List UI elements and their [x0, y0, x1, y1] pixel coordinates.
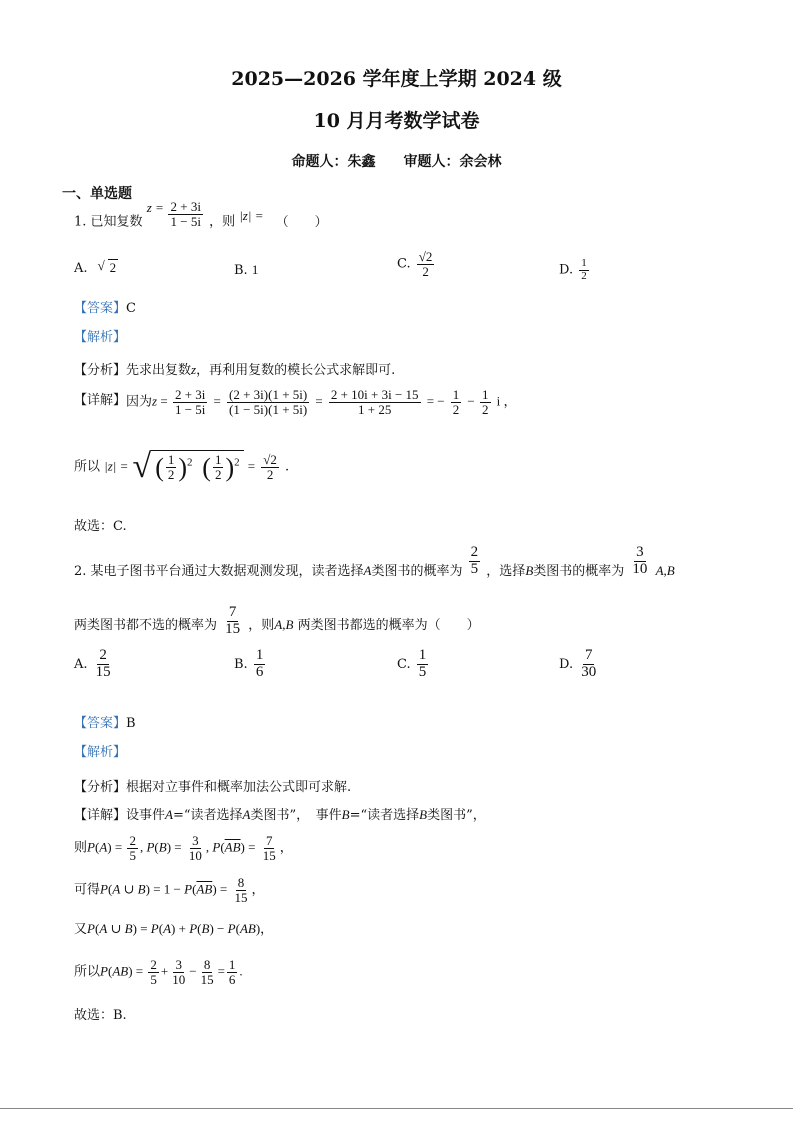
q1-frac-den: 1 − 5i — [170, 213, 201, 229]
frac-num: 2 — [99, 647, 107, 663]
frac-den: 2 — [422, 263, 429, 279]
detail-text: =“读者选择 — [172, 808, 243, 823]
detail-text: 类图书”， 事件 — [250, 808, 342, 823]
option-fraction — [417, 250, 435, 278]
detail-rhs: = − — [426, 393, 445, 409]
q2-text: 类图书的概率为 — [533, 563, 625, 579]
q2-text: ，则 — [248, 617, 275, 633]
q2-frac-pb — [630, 545, 649, 578]
q1-frac-num: 2 + 3i — [170, 199, 201, 214]
frac-num: √2 — [418, 249, 433, 264]
q1-option-d — [559, 258, 591, 282]
analysis-text: 先求出复数 — [126, 363, 192, 378]
analysis-head: 【分析】 — [74, 780, 127, 795]
frac-den: 10 — [632, 560, 648, 577]
frac-num: √2 — [263, 451, 277, 467]
q1-answer — [74, 297, 136, 316]
option-fraction — [417, 648, 429, 681]
q1-stem: 1. 已知复数 — [74, 214, 143, 230]
option-label: C. — [397, 656, 411, 672]
get-text: 可得 — [74, 882, 101, 898]
q2-choose: 故选：B. — [74, 1008, 127, 1023]
so-text: 所以 — [74, 459, 101, 475]
sqrt-icon: √ ( $\frac{1}{2}$ )$^2$ ( $\frac{1}{2}$ )$^2$ — [133, 448, 244, 486]
analysis-head: 【分析】 — [74, 363, 127, 378]
frac-den: 2 — [266, 466, 274, 482]
frac-den: 2 — [581, 269, 587, 282]
frac-num: 1 — [418, 647, 427, 663]
q2-answer — [74, 712, 136, 731]
frac-den: 15 — [95, 663, 111, 680]
frac-den: 1 − 5i — [174, 401, 206, 417]
q2-addition: 又P(A ∪ B) = P(A) + P(B) − P(AB)， — [74, 921, 274, 937]
q2-var-a: A — [363, 562, 372, 578]
frac-num: 1 — [452, 387, 460, 402]
detail-minus: − — [467, 393, 478, 409]
frac-den: 2 — [452, 401, 460, 417]
detail-frac-4 — [451, 388, 462, 416]
q1-choose: 故选：C. — [74, 519, 127, 534]
option-label: D. — [559, 656, 574, 672]
frac-den: (1 − 5i)(1 + 5i) — [229, 401, 308, 417]
page-title: 2025—2026 学年度上学期 2024 级 — [231, 68, 562, 90]
q2-option-d — [559, 648, 600, 681]
q1-var-z: z — [146, 199, 152, 215]
then-text: 则 — [74, 840, 88, 856]
answer-tag: 【答案】 — [74, 301, 127, 316]
question-2-line1: 2. 某电子图书平台通过大数据观测发现，读者选择A类图书的概率为 $\frac{2}{5}$ ，选择B类图书的概率为 $\frac{3}{10}$ A,B — [74, 544, 675, 579]
frac-num: 2 + 3i — [174, 387, 206, 402]
q1-abs: |z| = — [239, 207, 264, 223]
option-fraction — [254, 648, 266, 681]
option-value: 2 — [109, 260, 117, 275]
option-fraction — [579, 258, 589, 282]
so-expr: |z| = — [104, 458, 129, 474]
also-text: 又 — [74, 922, 88, 937]
q2-analysis-tag: 【解析】 — [74, 745, 127, 760]
detail-frac-3 — [329, 388, 421, 416]
q2-option-c — [397, 648, 430, 681]
q2-option-b — [234, 648, 267, 681]
page-subtitle: 10 月月考数学试卷 — [313, 110, 480, 132]
analysis-tail: ，再利用复数的模长公式求解即可. — [196, 363, 396, 378]
q2-result: 所以P(AB) = $\frac{2}{5}$ + $\frac{3}{10}$ − $\frac{8}{15}$ = $\frac{1}{6}$ . — [74, 957, 243, 987]
q2-text: 类图书的概率为 — [371, 563, 463, 579]
question-1 — [74, 199, 328, 236]
detail-text: =“读者选择 — [349, 808, 420, 823]
q2-text: 2. 某电子图书平台通过大数据观测发现，读者选择 — [74, 563, 364, 579]
q1-mid: ，则 — [209, 214, 236, 230]
detail-text: 因为 — [126, 394, 153, 410]
option-fraction — [94, 648, 113, 681]
frac-num: (2 + 3i)(1 + 5i) — [229, 387, 308, 402]
option-value: 1 — [251, 262, 259, 277]
answer-value: B — [126, 716, 136, 731]
q2-var-b: B — [525, 562, 534, 578]
frac-den: 1 + 25 — [358, 401, 392, 417]
analysis-var: z — [191, 362, 197, 377]
authors-line: 命题人：朱鑫 审题人：余会林 — [291, 154, 502, 170]
q1-option-a — [74, 260, 118, 276]
frac-num: 7 — [584, 647, 593, 663]
option-label: A. — [74, 261, 88, 276]
option-fraction — [579, 648, 598, 681]
q1-modulus: 所以 |z| = √ ( $\frac{1}{2}$ )$^2$ ( $\frac{1}{2}$ )$^2$ = $\frac{√2}{2}$ . — [74, 448, 290, 485]
analysis-text: 根据对立事件和概率加法公式即可求解. — [126, 780, 352, 795]
frac-num: 7 — [228, 604, 237, 620]
q1-detail: 【详解】因为z = $\frac{2 + 3i}{1 - 5i}$ = $\frac{(2 + 3i)(1 + 5i)}{(1 - 5i)(1 + 5i)}$ = $\frac{2 + 10i + 3i - 15}{1 + 25}$ = − $\frac{1}{2}$ − $\frac{1}{2}$ i ， — [74, 387, 517, 417]
frac-num: 3 — [636, 544, 644, 560]
q2-union: 可得P(A ∪ $B) = 1 - P(\overline{AB})$ = $\frac{8}{15}$ ， — [74, 875, 265, 905]
q2-given: 则P(A) = $\frac{2}{5}$ , P(B) = $\frac{3}{10}$ , $P(\overline{AB})$ = $\frac{7}{15}$ ， — [74, 833, 293, 863]
question-2-line2: 两类图书都不选的概率为 $\frac{7}{15}$ ，则A,B 两类图书都选的概率为（ ） — [74, 604, 480, 637]
frac-num: 1 — [482, 387, 489, 402]
q2-frac-pn — [223, 605, 242, 638]
q2-analysis — [74, 776, 351, 795]
so-end: . — [285, 459, 290, 475]
q1-option-c — [397, 250, 436, 278]
so-text: 所以 — [74, 964, 101, 980]
frac-den: 6 — [255, 663, 264, 680]
frac-den: 15 — [225, 620, 241, 637]
q1-fraction — [168, 200, 202, 228]
option-label: D. — [559, 262, 574, 278]
frac-den: 5 — [470, 560, 479, 577]
frac-num: 1 — [255, 647, 264, 663]
detail-frac-1 — [173, 388, 207, 416]
answer-value: C — [126, 301, 136, 316]
option-label: B. — [234, 656, 248, 672]
q2-frac-pa — [469, 545, 481, 578]
so-result — [261, 453, 279, 481]
frac-num: 2 — [470, 544, 479, 560]
frac-den: 5 — [418, 663, 427, 680]
frac-den: 2 — [482, 401, 489, 417]
detail-text: 设事件 — [126, 808, 166, 823]
answer-tag: 【答案】 — [74, 716, 127, 731]
detail-text: 类图书”， — [427, 808, 486, 823]
section-title: 一、单选题 — [62, 186, 132, 202]
q2-text: 两类图书都选的概率为（ ） — [297, 617, 480, 633]
detail-frac-5 — [480, 388, 491, 416]
page-divider — [0, 1108, 793, 1109]
sqrt-icon — [98, 260, 119, 276]
option-label: C. — [397, 256, 411, 272]
q1-option-b — [234, 262, 258, 278]
detail-head: 【详解】 — [74, 808, 127, 823]
detail-tail: i ， — [496, 393, 517, 409]
q2-option-a — [74, 648, 115, 681]
q2-text: ，选择 — [486, 563, 526, 579]
q1-analysis-tag: 【解析】 — [74, 330, 127, 345]
option-label: A. — [74, 656, 88, 672]
q2-detail: 【详解】设事件A=“读者选择A类图书”， 事件B=“读者选择B类图书”， — [74, 807, 486, 823]
q1-eq: = — [155, 199, 167, 215]
q2-text: 两类图书都不选的概率为 — [74, 617, 218, 633]
option-label: B. — [234, 263, 248, 278]
frac-num: 1 — [581, 257, 587, 269]
frac-num: 2 + 10i + 3i − 15 — [330, 387, 419, 402]
q1-analysis — [74, 359, 395, 378]
q1-paren: （ ） — [275, 214, 328, 230]
detail-frac-2 — [227, 388, 309, 416]
detail-head: 【详解】 — [74, 392, 127, 408]
frac-den: 30 — [581, 663, 597, 680]
